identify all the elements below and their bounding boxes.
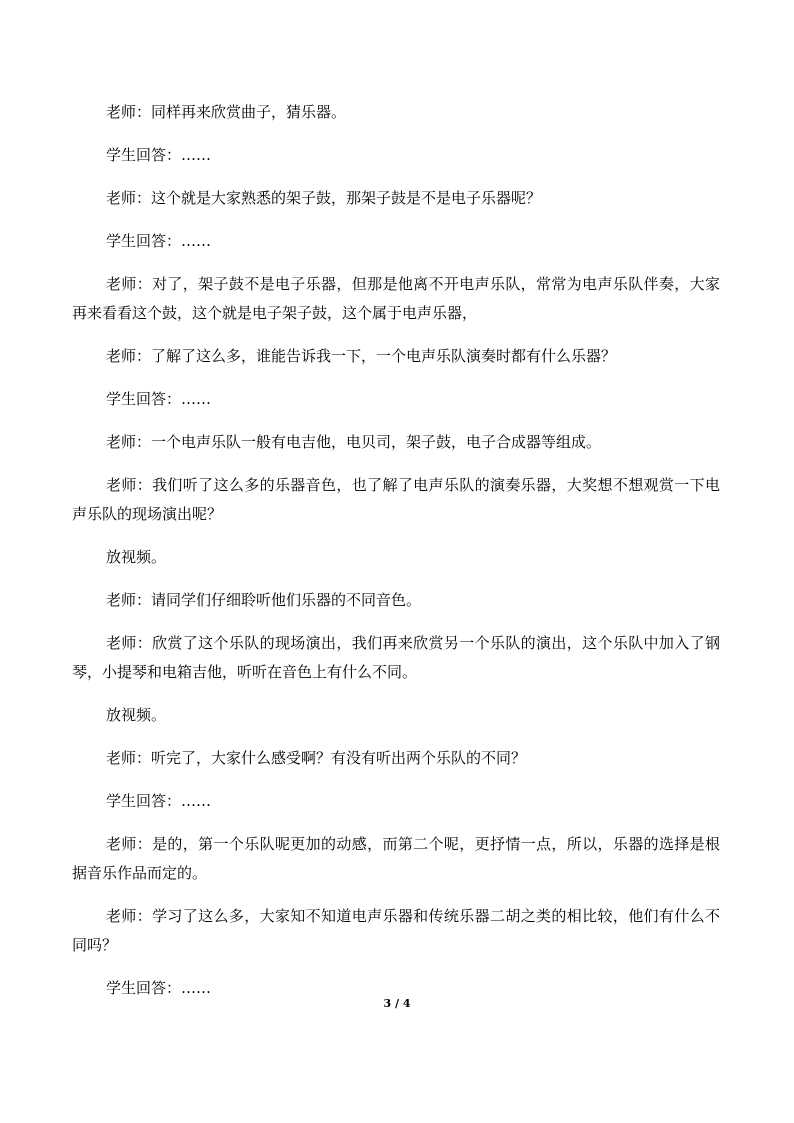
paragraph: 老师：请同学们仔细聆听他们乐器的不同音色。: [106, 591, 422, 609]
paragraph: 老师：一个电声乐队一般有电吉他，电贝司，架子鼓，电子合成器等组成。: [106, 433, 602, 451]
paragraph: 老师：听完了，大家什么感受啊？有没有听出两个乐队的不同？: [106, 749, 527, 767]
paragraph: 学生回答：……: [106, 979, 212, 997]
paragraph: 老师：了解了这么多，谁能告诉我一下，一个电声乐队演奏时都有什么乐器？: [106, 347, 617, 365]
page-number: 3 / 4: [383, 997, 411, 1010]
paragraph: 放视频。: [106, 706, 167, 724]
paragraph: 学生回答：……: [106, 390, 212, 408]
paragraph: 老师：是的，第一个乐队呢更加的动感，而第二个呢，更抒情一点，所以，乐器的选择是根据音乐作品而定的。: [72, 835, 720, 882]
paragraph: 老师：同样再来欣赏曲子，猜乐器。: [106, 103, 347, 121]
paragraph: 老师：对了，架子鼓不是电子乐器，但那是他离不开电声乐队，常常为电声乐队伴奏，大家再来看看这个鼓，这个就是电子架子鼓，这个属于电声乐器，: [72, 275, 720, 322]
paragraph: 老师：学习了这么多，大家知不知道电声乐器和传统乐器二胡之类的相比较，他们有什么不同吗？: [72, 907, 720, 954]
paragraph: 老师：欣赏了这个乐队的现场演出，我们再来欣赏另一个乐队的演出，这个乐队中加入了钢琴，小提琴和电箱吉他，听听在音色上有什么不同。: [72, 634, 720, 681]
paragraph: 学生回答：……: [106, 232, 212, 250]
paragraph: 老师：我们听了这么多的乐器音色，也了解了电声乐队的演奏乐器，大奖想不想观赏一下电声乐队的现场演出呢？: [72, 476, 720, 523]
paragraph: 老师：这个就是大家熟悉的架子鼓，那架子鼓是不是电子乐器呢？: [106, 189, 542, 207]
paragraph: 学生回答：……: [106, 146, 212, 164]
document-body: [72, 98, 720, 1017]
paragraph: 放视频。: [106, 548, 167, 566]
paragraph: 学生回答：……: [106, 792, 212, 810]
